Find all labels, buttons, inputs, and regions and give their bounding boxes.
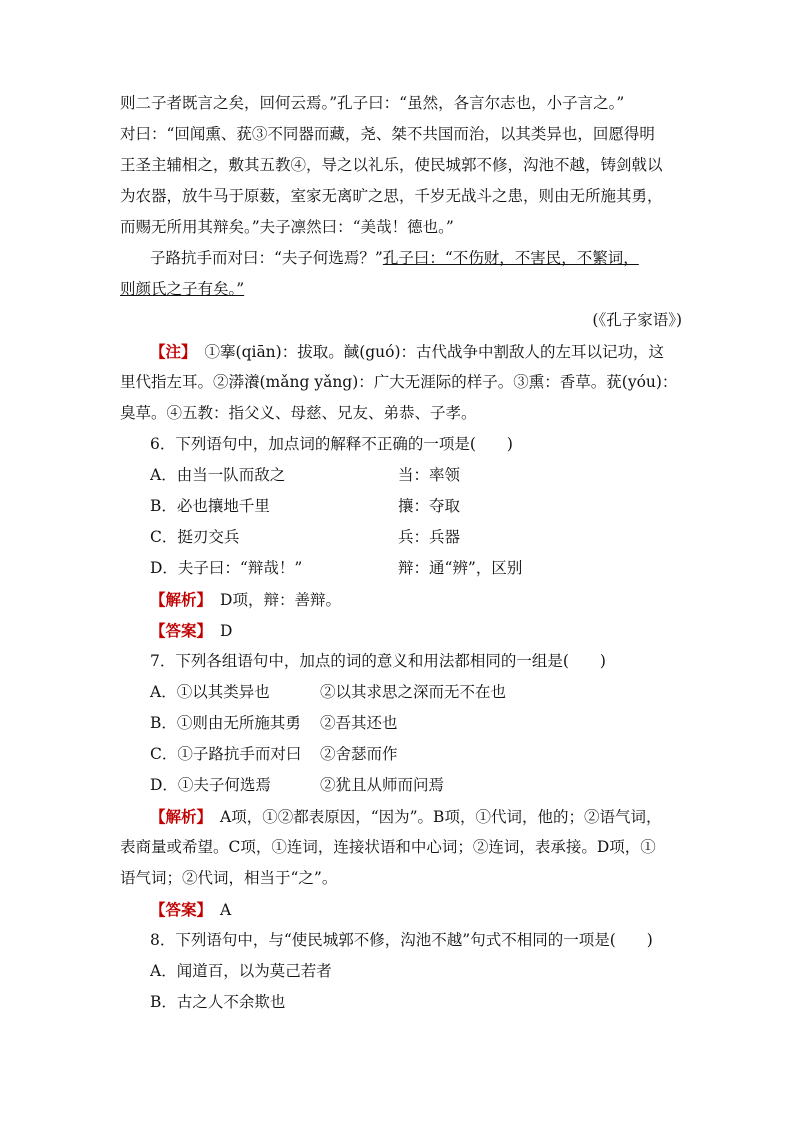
question-6-option — [120, 491, 682, 522]
passage-line: 而赐无所用其辩矣。”夫子凛然曰：“美哉！德也。” — [120, 218, 454, 236]
question-6-answer — [120, 615, 682, 646]
notes-line: 里代指左耳。②漭瀁(mǎng yǎng)：广大无涯际的样子。③熏：香草。莸(yóu)： — [120, 373, 678, 391]
question-6-stem: 6．下列语句中，加点词的解释不正确的一项是( ) — [150, 435, 513, 453]
analysis-line: 表商量或希望。C项，①连词，连接状语和中心词；②连词，表承接。D项，① — [120, 838, 656, 856]
option-text-2: ②以其求思之深而无不在也 — [320, 683, 507, 701]
option-text: A．①以其类异也 — [150, 683, 270, 701]
underlined-sentence: 则颜氏之子有矣。” — [120, 280, 245, 298]
notes-text: ①搴(qiān)：拔取。馘(guó)：古代战争中割敌人的左耳以记功，这 — [204, 343, 665, 361]
passage-line — [120, 274, 682, 305]
option-text: C．挺刃交兵 — [150, 528, 240, 546]
question-6-option — [120, 522, 682, 553]
answer-tag: 【答案】 — [150, 900, 213, 919]
analysis-text: A项，①②都表原因，“因为”。B项，①代词，他的；②语气词， — [220, 808, 662, 826]
passage-line: 对曰：“回闻熏、莸③不同器而藏，尧、桀不共国而治，以其类异也，回愿得明 — [120, 125, 655, 143]
option-explanation: 辩：通“辨”，区别 — [398, 559, 523, 577]
option-explanation: 攘：夺取 — [398, 497, 461, 515]
question-7-answer — [120, 894, 682, 925]
analysis-tag: 【解析】 — [150, 590, 213, 609]
option-text: A．由当一队而敌之 — [150, 466, 286, 484]
question-8-option: A．闻道百，以为莫己若者 — [150, 962, 332, 980]
passage-line: 王圣主辅相之，敷其五教④，导之以礼乐，使民城郭不修，沟池不越，铸剑戟以 — [120, 156, 663, 174]
passage-text: 子路抗手而对曰：“夫子何选焉？” — [150, 249, 383, 267]
question-7-option — [120, 677, 682, 708]
question-7-stem: 7．下列各组语句中，加点的词的意义和用法都相同的一组是( ) — [150, 652, 606, 670]
option-text: D．①夫子何选焉 — [150, 776, 271, 794]
notes-tag: 【注】 — [150, 342, 197, 361]
answer-text: A — [220, 901, 232, 919]
option-text: B．必也攘地千里 — [150, 497, 270, 515]
option-explanation: 当：率领 — [398, 466, 461, 484]
underlined-sentence: 孔子曰：“不伤财，不害民，不繁词， — [382, 249, 639, 267]
answer-text: D — [220, 622, 233, 640]
question-6-option — [120, 553, 682, 584]
option-text: C．①子路抗手而对曰 — [150, 745, 302, 763]
question-7-option — [120, 708, 682, 739]
question-7-option — [120, 770, 682, 801]
notes-line: 臭草。④五教：指父义、母慈、兄友、弟恭、子孝。 — [120, 404, 477, 422]
passage-line: 为农器，放牛马于原薮，室家无离旷之思，千岁无战斗之患，则由无所施其勇， — [120, 187, 663, 205]
option-explanation: 兵：兵器 — [398, 528, 461, 546]
notes-line — [120, 336, 682, 367]
analysis-tag: 【解析】 — [150, 807, 213, 826]
source-citation: (《孔子家语》) — [592, 311, 682, 329]
question-6-option — [120, 460, 682, 491]
question-8-stem: 8．下列语句中，与“使民城郭不修，沟池不越”句式不相同的一项是( ) — [150, 931, 653, 949]
document-body — [120, 88, 682, 1018]
passage-paragraph-2 — [120, 243, 682, 274]
option-text: D．夫子曰：“辩哉！” — [150, 559, 303, 577]
option-text-2: ②舍瑟而作 — [320, 745, 398, 763]
answer-tag: 【答案】 — [150, 621, 213, 640]
option-text-2: ②犹且从师而问焉 — [320, 776, 445, 794]
question-7-option — [120, 739, 682, 770]
question-8-option: B．古之人不余欺也 — [150, 993, 286, 1011]
option-text-2: ②吾其还也 — [320, 714, 398, 732]
passage-line: 则二子者既言之矣，回何云焉。”孔子曰：“虽然，各言尔志也，小子言之。” — [120, 94, 625, 112]
option-text: B．①则由无所施其勇 — [150, 714, 301, 732]
analysis-text: D项，辩：善辩。 — [220, 591, 341, 609]
question-6-analysis — [120, 584, 682, 615]
analysis-line: 语气词；②代词，相当于“之”。 — [120, 869, 338, 887]
question-7-analysis — [120, 801, 682, 832]
